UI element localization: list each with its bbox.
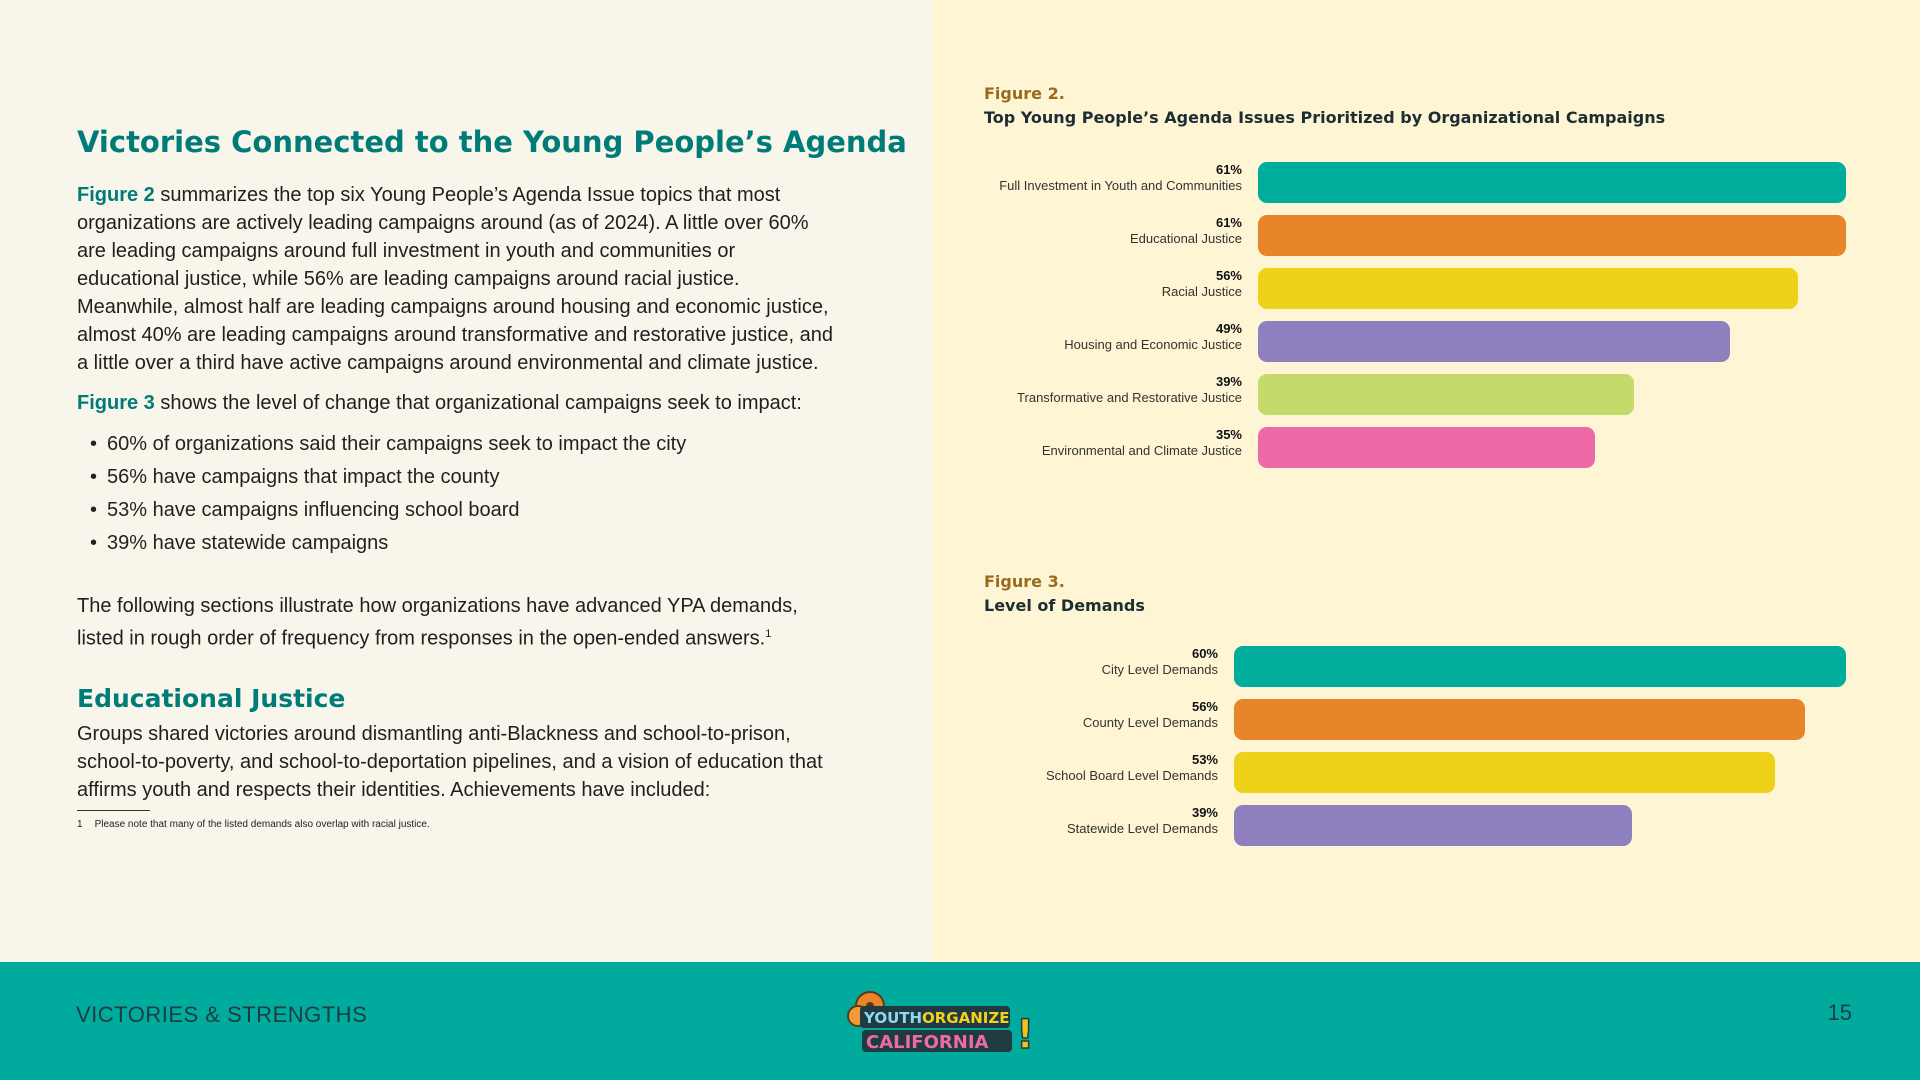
- bar: [1258, 268, 1798, 309]
- left-page: [0, 0, 932, 962]
- bar-value-label: 39%: [1215, 374, 1242, 389]
- footnote: [77, 819, 442, 830]
- bar: [1258, 215, 1846, 256]
- bullet-item: • 56% have campaigns that impact the county: [90, 461, 686, 494]
- figure-3-text: shows the level of change that organizational campaigns seek to impact:: [154, 392, 802, 414]
- bar: [1234, 699, 1805, 740]
- footnote-number: 1: [77, 819, 83, 830]
- footnote-text: Please note that many of the listed demands also overlap with racial justice.: [94, 819, 430, 830]
- chart-row: [984, 321, 1846, 362]
- bar-value-label: 61%: [1215, 162, 1242, 177]
- bar-value-label: 60%: [1191, 646, 1218, 661]
- sections-paragraph: [77, 592, 837, 653]
- figure-3-chart: [984, 646, 1846, 856]
- bar-category-label: School Board Level Demands: [1046, 768, 1218, 783]
- chart-row: [984, 268, 1846, 309]
- chart-row: [984, 427, 1846, 468]
- bar: [1258, 427, 1595, 468]
- chart-row: [984, 162, 1846, 203]
- bar-category-label: City Level Demands: [1101, 662, 1218, 677]
- educational-justice-heading: Educational Justice: [77, 684, 346, 713]
- figure-2-reference[interactable]: Figure 2: [77, 184, 155, 206]
- page-number: 15: [1827, 1000, 1852, 1025]
- bar-value-label: 39%: [1191, 805, 1218, 820]
- figure-2-label: Figure 2.: [984, 84, 1065, 103]
- svg-text:!: !: [1016, 1012, 1035, 1058]
- sections-text: The following sections illustrate how organizations have advanced YPA demands, listed in rough order of frequency from responses in the open-ended answers.: [77, 595, 798, 650]
- bar-category-label: Transformative and Restorative Justice: [1017, 390, 1242, 405]
- intro-paragraph: [77, 181, 837, 377]
- figure-2-title: Top Young People’s Agenda Issues Prioritized by Organizational Campaigns: [984, 108, 1666, 127]
- figure-3-paragraph: [77, 389, 837, 417]
- bullet-item: • 60% of organizations said their campaigns seek to impact the city: [90, 428, 686, 461]
- footer-section-title: VICTORIES & STRENGTHS: [76, 1002, 368, 1027]
- chart-row: [984, 699, 1846, 740]
- bar: [1234, 752, 1775, 793]
- figure-2-chart: [984, 162, 1846, 472]
- youth-organize-california-logo: [840, 982, 1040, 1062]
- bar-category-label: Environmental and Climate Justice: [1041, 443, 1242, 458]
- bar: [1234, 805, 1632, 846]
- chart-row: [984, 646, 1846, 687]
- bar-value-label: 56%: [1215, 268, 1242, 283]
- bar-category-label: County Level Demands: [1082, 715, 1218, 730]
- svg-text:CALIFORNIA: CALIFORNIA: [866, 1032, 989, 1053]
- bar: [1258, 374, 1634, 415]
- bar-category-label: Statewide Level Demands: [1066, 821, 1218, 836]
- chart-row: [984, 374, 1846, 415]
- bar-value-label: 35%: [1215, 427, 1242, 442]
- figure-3-label: Figure 3.: [984, 572, 1065, 591]
- bar-category-label: Full Investment in Youth and Communities: [999, 178, 1242, 193]
- bullet-item: • 53% have campaigns influencing school board: [90, 494, 686, 527]
- bar: [1258, 162, 1846, 203]
- footnote-marker[interactable]: 1: [765, 628, 772, 640]
- level-bullet-list: [90, 428, 686, 560]
- bar-category-label: Racial Justice: [1161, 284, 1242, 299]
- bar-value-label: 49%: [1215, 321, 1242, 336]
- figure-3-reference[interactable]: Figure 3: [77, 392, 155, 414]
- figure-3-title: Level of Demands: [984, 596, 1145, 615]
- page-footer: [0, 962, 1920, 1080]
- chart-row: [984, 805, 1846, 846]
- bar-value-label: 61%: [1215, 215, 1242, 230]
- bar-category-label: Educational Justice: [1129, 231, 1242, 246]
- bar-category-label: Housing and Economic Justice: [1064, 337, 1242, 352]
- bar: [1234, 646, 1846, 687]
- intro-text: summarizes the top six Young People’s Agenda Issue topics that most organizations are actively leading campaigns around (as of 2024). A little over 60% are leading campaigns around full investment in youth and communities or educational justice, while 56% are leading campaigns around racial justice. Meanwhile, almost half are leading campaigns around housing and economic justice, almost 40% are leading campaigns around transformative and restorative justice, and a little over a third have active campaigns around environmental and climate justice.: [77, 184, 833, 374]
- bullet-item: • 39% have statewide campaigns: [90, 527, 686, 560]
- section-heading: Victories Connected to the Young People’s Agenda: [77, 125, 907, 159]
- chart-row: [984, 752, 1846, 793]
- chart-row: [984, 215, 1846, 256]
- educational-justice-paragraph: Groups shared victories around dismantling anti-Blackness and school-to-prison, school-to-poverty, and school-to-deportation pipelines, and a vision of education that affirms youth and respects their identities. Achievements have included:: [77, 723, 823, 801]
- bar-value-label: 56%: [1191, 699, 1218, 714]
- svg-text:YOUTH: YOUTH: [864, 1009, 923, 1027]
- bar: [1258, 321, 1730, 362]
- svg-text:ORGANIZE: ORGANIZE: [922, 1009, 1010, 1027]
- footnote-divider: [77, 810, 150, 811]
- bar-value-label: 53%: [1191, 752, 1218, 767]
